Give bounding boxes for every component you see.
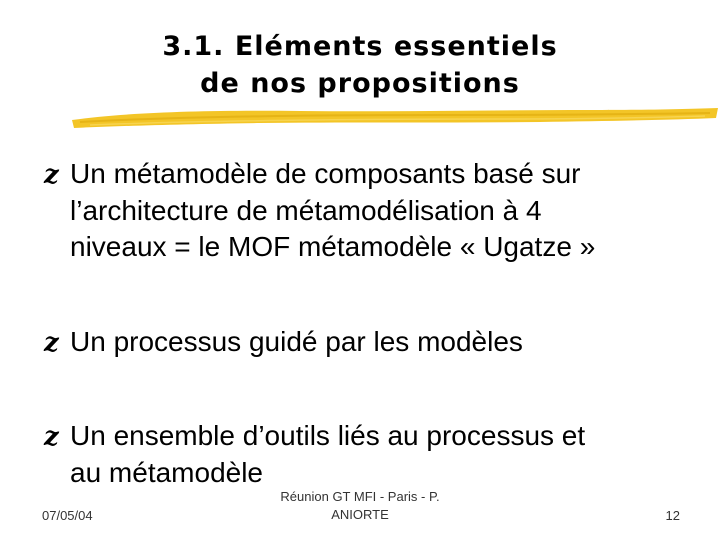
z-bullet-icon: z [44,422,59,452]
slide-title [60,28,660,102]
page-number: 12 [665,508,680,523]
bullet-3-line-1: Un ensemble d’outils liés au processus et [70,420,586,451]
bullet-3-line-2: au métamodèle [70,457,264,488]
title-brush-underline [70,104,720,130]
bullet-1-line-2: l’architecture de métamodélisation à 4 [70,195,542,226]
footer-center-line-2: ANIORTE [331,507,389,522]
z-bullet-icon: z [44,328,59,358]
title-line-2: de nos propositions [200,68,520,99]
title-line-1: 3.1. Eléments essentiels [162,31,558,62]
bullet-1-line-3: niveaux = le MOF métamodèle « Ugatze » [70,231,596,262]
bullet-1-line-1: Un métamodèle de composants basé sur [70,158,581,189]
footer-center-text [250,488,470,524]
bullet-item-3 [44,418,684,491]
footer-center-line-1: Réunion GT MFI - Paris - P. [280,489,440,504]
z-bullet-icon: z [44,160,59,190]
footer-date: 07/05/04 [42,508,93,523]
bullet-2-line-1: Un processus guidé par les modèles [70,326,523,357]
bullet-item-2 [44,324,684,361]
bullet-item-1 [44,156,684,265]
